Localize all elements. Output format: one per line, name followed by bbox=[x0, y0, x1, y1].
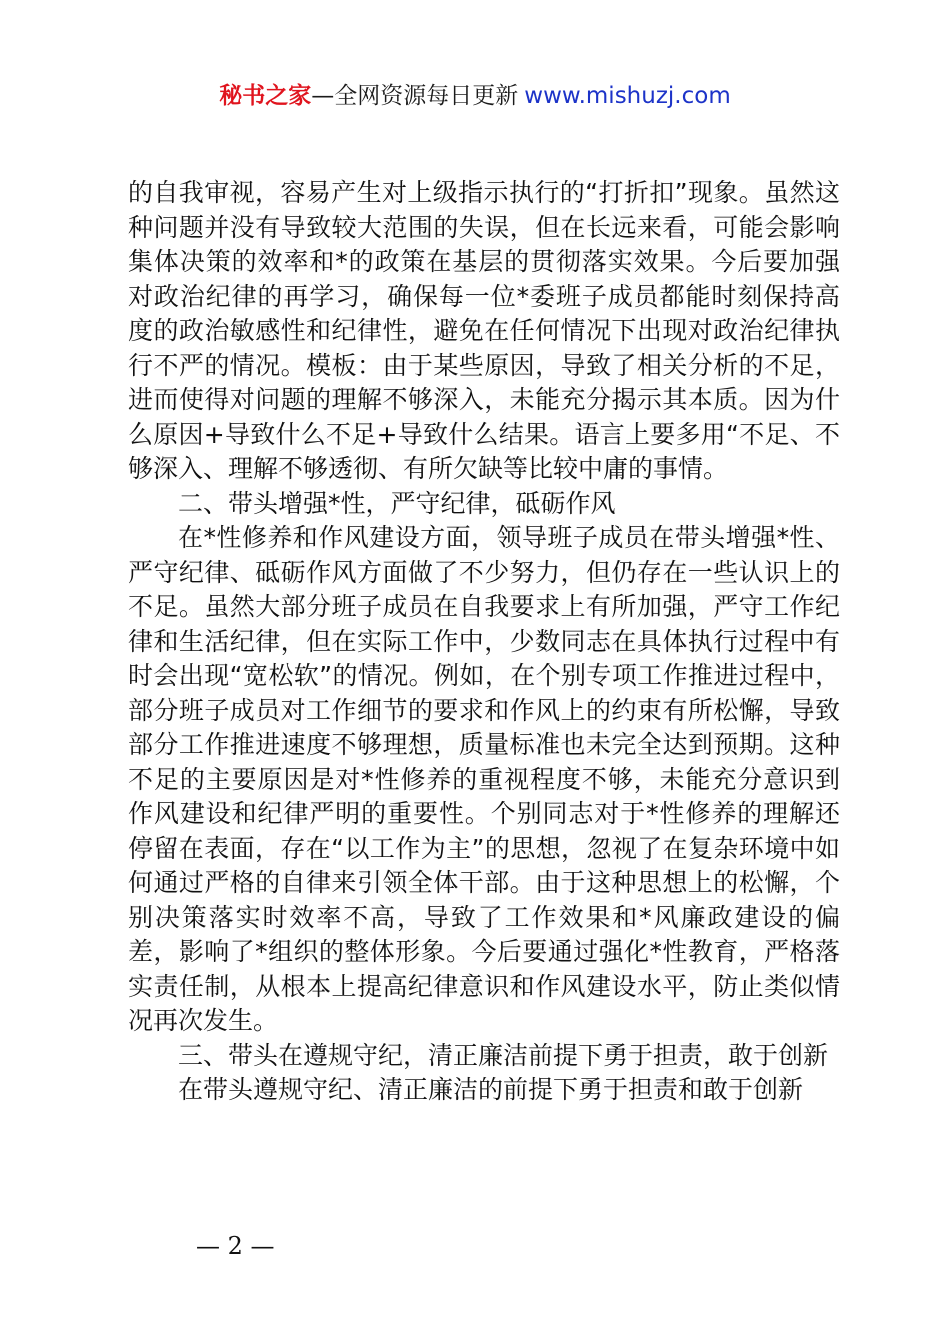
section-heading-3: 三、带头在遵规守纪，清正廉洁前提下勇于担责，敢于创新 bbox=[178, 1040, 829, 1070]
brand-name: 秘书之家 bbox=[219, 83, 312, 109]
paragraph-continuation: 的自我审视，容易产生对上级指示执行的“打折扣”现象。虽然这种问题并没有导致较大范围的失误，但在长远来看，可能会影响集体决策的效率和*的政策在基层的贯彻落实效果。今后要加强对政治纪律的再学习，确保每一位*委班子成员都能时刻保持高度的政治敏感性和纪律性，避免在任何情况下出现对政治纪律执行不严的情况。模板：由于某些原因，导致了相关分析的不足，进而使得对问题的理解不够深入，未能充分揭示其本质。因为什么原因+导致什么不足+导致什么结果。语言上要多用“不足、不够深入、理解不够透彻、有所欠缺等比较中庸的事情。 bbox=[128, 178, 840, 483]
header-tagline: —全网资源每日更新 bbox=[311, 83, 519, 109]
site-header bbox=[0, 80, 950, 112]
paragraph-section-3: 在带头遵规守纪、清正廉洁的前提下勇于担责和敢于创新 bbox=[178, 1075, 804, 1104]
section-heading-2: 二、带头增强*性，严守纪律，砥砺作风 bbox=[178, 488, 616, 518]
document-body bbox=[128, 176, 840, 1108]
site-url-link[interactable]: www.mishuzj.com bbox=[524, 83, 731, 109]
page-number: — 2 — bbox=[196, 1232, 275, 1260]
paragraph-section-2: 在*性修养和作风建设方面，领导班子成员在带头增强*性、严守纪律、砥砺作风方面做了不少努力，但仍存在一些认识上的不足。虽然大部分班子成员在自我要求上有所加强，严守工作纪律和生活纪律，但在实际工作中，少数同志在具体执行过程中有时会出现“宽松软”的情况。例如，在个别专项工作推进过程中，部分班子成员对工作细节的要求和作风上的约束有所松懈，导致部分工作推进速度不够理想，质量标准也未完全达到预期。这种不足的主要原因是对*性修养的重视程度不够，未能充分意识到作风建设和纪律严明的重要性。个别同志对于*性修养的理解还停留在表面，存在“以工作为主”的思想，忽视了在复杂环境中如何通过严格的自律来引领全体干部。由于这种思想上的松懈，个别决策落实时效率不高，导致了工作效果和*风廉政建设的偏差，影响了*组织的整体形象。今后要通过强化*性教育，严格落实责任制，从根本上提高纪律意识和作风建设水平，防止类似情况再次发生。 bbox=[128, 523, 840, 1035]
